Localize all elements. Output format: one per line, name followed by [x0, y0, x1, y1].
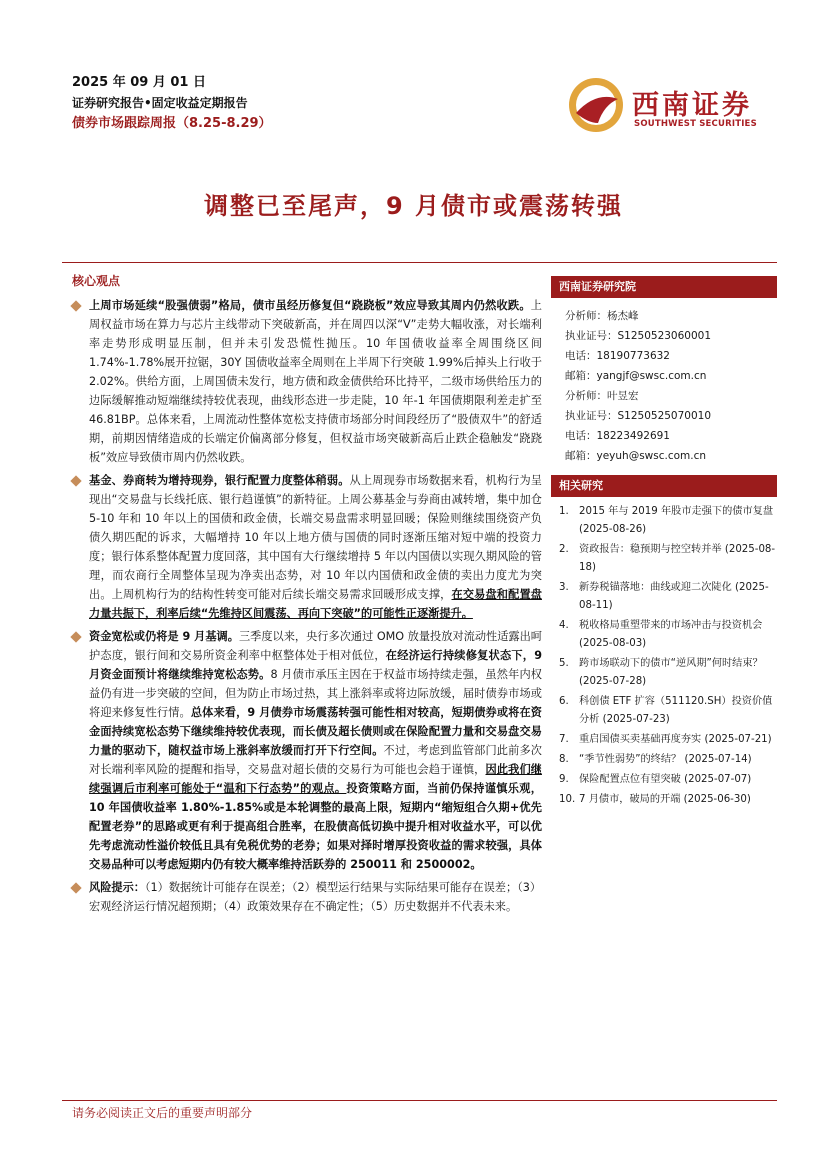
related-item[interactable]: 3. 新券税锚落地：曲线或迎二次陡化 (2025-08-11)	[559, 582, 769, 611]
diamond-bullet-icon	[70, 631, 81, 642]
core-views-label: 核心观点	[72, 274, 121, 288]
bullet-conclusion: 因此我们继续强调后市利率可能处于“温和下行态势”的观点。	[89, 763, 542, 795]
related-item[interactable]: 2. 资政报告：稳预期与控空转并举 (2025-08-18)	[559, 544, 776, 573]
risk-body: （1）数据统计可能存在误差；（2）模型运行结果与实际结果可能存在误差；（3）宏观经济运行情况超预期；（4）政策效果存在不确定性；（5）历史数据并不代表未来。	[89, 881, 542, 913]
bullet-emphasis: 总体来看，9 月债券市场震荡转强可能性相对较高，短期债券或将在资金面持续宽松态势下继续维持较优表现，而长债及超长债则或在保险配置力量和交易盘交易力量的驱动下，随权益市场上涨斜率放缓而打开下行空间。	[89, 706, 542, 757]
bullet-emphasis: 在经济运行持续修复状态下，9 月资金面预计将继续维持宽松态势。	[89, 649, 542, 681]
related-research-title: 相关研究	[551, 475, 777, 497]
related-item[interactable]: 6. 科创债 ETF 扩容（511120.SH）投资价值分析 (2025-07-23)	[559, 696, 773, 725]
logo-chinese-name: 西南证券	[632, 90, 752, 121]
analyst-license: 执业证号：S1250523060001	[565, 330, 712, 342]
bullet-body: 8 月债市承压主因在于权益市场持续走强，虽然年内权益仍有进一步突破的空间，但为防止市场过热，其上涨斜率或将边际放缓，届时债券市场或将迎来修复性行情。	[89, 668, 542, 719]
core-views	[62, 272, 542, 916]
report-date: 2025 年 09 月 01 日	[72, 75, 206, 90]
analyst-phone: 电话：18190773632	[565, 350, 670, 362]
bullet-market-review	[62, 296, 542, 467]
bullet-lead: 资金宽松或仍将是 9 月基调。	[89, 630, 239, 643]
top-divider	[62, 262, 777, 263]
bullet-body: 三季度以来，央行多次通过 OMO 放量投放对流动性适露出呵护态度，银行间和交易所资金利率中枢整体处于相对低位，	[89, 630, 542, 662]
report-series: 债券市场跟踪周报（8.25-8.29）	[72, 116, 272, 131]
analyst-name: 分析师：杨杰峰	[565, 310, 639, 322]
diamond-bullet-icon	[70, 475, 81, 486]
bullet-body: 不过，考虑到监管部门此前多次对长端利率风险的提醒和指导，交易盘对超长债的交易行为可能也会趋于谨慎，	[89, 744, 542, 776]
related-item[interactable]: 4. 税收格局重塑带来的市场冲击与投资机会 (2025-08-03)	[559, 620, 763, 649]
bullet-body: 从上周现券市场数据来看，机构行为呈现出“交易盘与长线托底、银行趋谨慎”的新特征。上周公募基金与券商由减转增，集中加仓 5-10 年和 10 年以上的国债和政金债，长端交易盘需求明显回暖；保险则继续围绕资产负债久期匹配的诉求，大幅增持 10 年以上地方债与国债的同时逐渐压缩对短中端的投资力度；银行体系整体配置力度回落，其中国有大行继续增持 5 年以内国债以实现久期风险的管理，而农商行全周整体呈现为净卖出态势，对 10 年以内国债和政金债的卖出力度尤为突出。上周机构行为的结构性转变可能对后续长端交易需求回暖形成支撑，	[89, 474, 542, 601]
risk-warning	[62, 878, 542, 916]
diamond-bullet-icon	[70, 882, 81, 893]
report-type: 证券研究报告•固定收益定期报告	[72, 96, 248, 110]
analyst-license: 执业证号：S1250525070010	[565, 410, 712, 422]
related-item[interactable]: 7. 重启国债买卖基础再度夯实 (2025-07-21)	[559, 734, 772, 745]
related-item[interactable]: 8. “季节性弱势”的终结？ (2025-07-14)	[559, 754, 752, 765]
bullet-liquidity-outlook	[62, 627, 542, 874]
bottom-divider	[62, 1100, 777, 1101]
page-title: 调整已至尾声，9 月债市或震荡转强	[203, 192, 624, 220]
analyst-info	[551, 298, 777, 466]
related-research-list	[551, 497, 777, 809]
logo-english-name: SOUTHWEST SECURITIES	[634, 119, 757, 129]
company-logo	[568, 77, 778, 133]
analyst-email[interactable]: 邮箱：yeyuh@swsc.com.cn	[565, 450, 707, 462]
analyst-name: 分析师：叶昱宏	[565, 390, 639, 402]
sidebar	[551, 276, 777, 811]
disclaimer-note: 请务必阅读正文后的重要声明部分	[72, 1106, 253, 1120]
bullet-body: 上周权益市场在算力与芯片主线带动下突破新高，并在周四以深“V”走势大幅收涨，对长端利率走势形成明显压制，但并未引发恐慌性抛压。10 年国债收益率全周围绕区间 1.74%-1.78%展开拉锯，30Y 国债收益率全周则在上半周下行突破 1.99%后掉头上行收于 2.02%。供给方面，上周国债未发行，地方债和政金债供给环比持平，二级市场供给压力的边际缓解推动短端继续持较优表现，曲线形态进一步走陡，10 年-1 年国债期限利差走扩至 46.81BP。总体来看，上周流动性整体宽松支持债市场部分时间段经历了“股债双牛”的舒适期，前期因情绪造成的长端定价偏离部分修复，但权益市场突破新高后止跌企稳触发“跷跷板”效应导致债市周内仍然收跌。	[89, 299, 542, 464]
diamond-bullet-icon	[70, 300, 81, 311]
analyst-phone: 电话：18223492691	[565, 430, 670, 442]
analyst-email[interactable]: 邮箱：yangjf@swsc.com.cn	[565, 370, 707, 382]
related-item[interactable]: 1. 2015 年与 2019 年股市走强下的债市复盘 (2025-08-26)	[559, 506, 774, 535]
logo-emblem-icon	[568, 77, 624, 133]
institute-title: 西南证券研究院	[551, 276, 777, 298]
related-item[interactable]: 9. 保险配置点位有望突破 (2025-07-07)	[559, 774, 752, 785]
related-item[interactable]: 10. 7 月债市，破局的开端 (2025-06-30)	[559, 794, 751, 805]
bullet-lead: 上周市场延续“股强债弱”格局，债市虽经历修复但“跷跷板”效应导致其周内仍然收跌。	[89, 299, 531, 312]
bullet-lead: 基金、券商转为增持现券，银行配置力度整体稍弱。	[89, 474, 350, 487]
bullet-strategy: 投资策略方面，当前仍保持谨慎乐观，10 年国债收益率 1.80%-1.85%或是本轮调整的最高上限，短期内“缩短组合久期+优先配置老券”的思路或更有利于提高组合胜率，在股债高低切换中提升相对收益水平，可以优先考虑流动性溢价较低且具有免税优势的老券；如果对择时增厚投资收益的需求较强，具体交易品种可以考虑短期内仍有较大概率维持活跃券的 250011 和 2500002。	[89, 782, 542, 871]
bullet-conclusion: 在交易盘和配置盘力量共振下，利率后续“先维持区间震荡、再向下突破”的可能性正逐渐提升。	[89, 588, 542, 620]
risk-lead: 风险提示：	[89, 881, 145, 894]
related-item[interactable]: 5. 跨市场联动下的债市“逆风期”何时结束？ (2025-07-28)	[559, 658, 763, 687]
bullet-institution-behavior	[62, 471, 542, 623]
